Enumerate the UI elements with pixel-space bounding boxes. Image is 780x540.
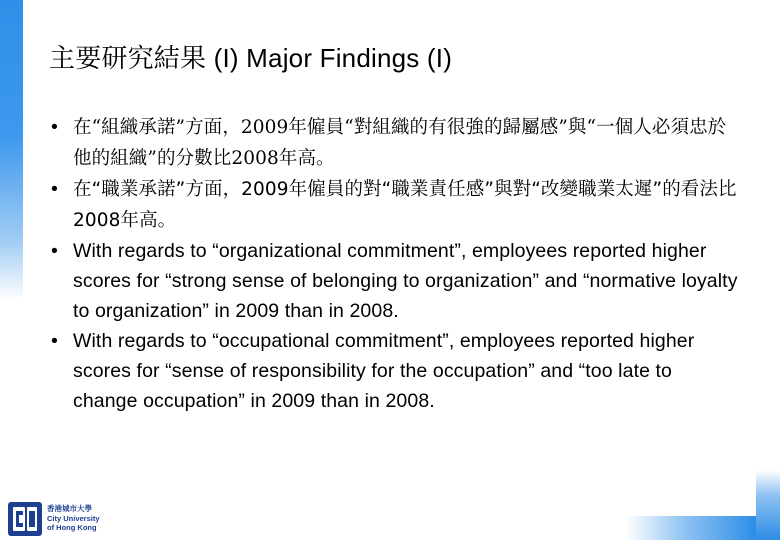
cityu-logo-mark — [8, 502, 42, 536]
left-accent-bar — [0, 0, 23, 300]
bullet-text: 在“組織承諾”方面，2009年僱員“對組織的有很強的歸屬感”與“一個人必須忠於他的組織”的分數比2008年高。 — [73, 117, 727, 169]
bullet-item-org-commitment-zh — [50, 112, 740, 174]
bullet-text: With regards to “organizational commitment”, employees reported higher scores for “strong sense of belonging to organization” and “normative loyalty to organization” in 2009 than in 2008. — [73, 240, 738, 322]
cityu-logo-text — [47, 504, 100, 533]
bullet-marker: • — [51, 330, 58, 352]
bullet-item-occ-commitment-en — [50, 326, 740, 416]
bullet-list — [50, 112, 740, 416]
bullet-item-occ-commitment-zh — [50, 174, 740, 236]
bullet-text: With regards to “occupational commitment”, employees reported higher scores for “sense of responsibility for the occupation” and “too late to change occupation” in 2009 than in 2008. — [73, 330, 695, 412]
right-accent-bar — [756, 470, 780, 540]
bullet-marker: • — [51, 240, 58, 262]
bullet-item-org-commitment-en — [50, 236, 740, 326]
bullet-marker: • — [51, 116, 58, 138]
bullet-text: 在“職業承諾”方面，2009年僱員的對“職業責任感”與對“改變職業太遲”的看法比2008年高。 — [73, 179, 737, 231]
logo-name-en-line2: of Hong Kong — [47, 523, 97, 532]
logo-name-zh: 香港城市大學 — [47, 504, 92, 513]
bottom-accent-bar — [626, 516, 756, 540]
slide-title: 主要研究結果 (I) Major Findings (I) — [49, 43, 453, 73]
logo-name-en-line1: City University — [47, 513, 100, 523]
bullet-marker: • — [51, 178, 58, 200]
